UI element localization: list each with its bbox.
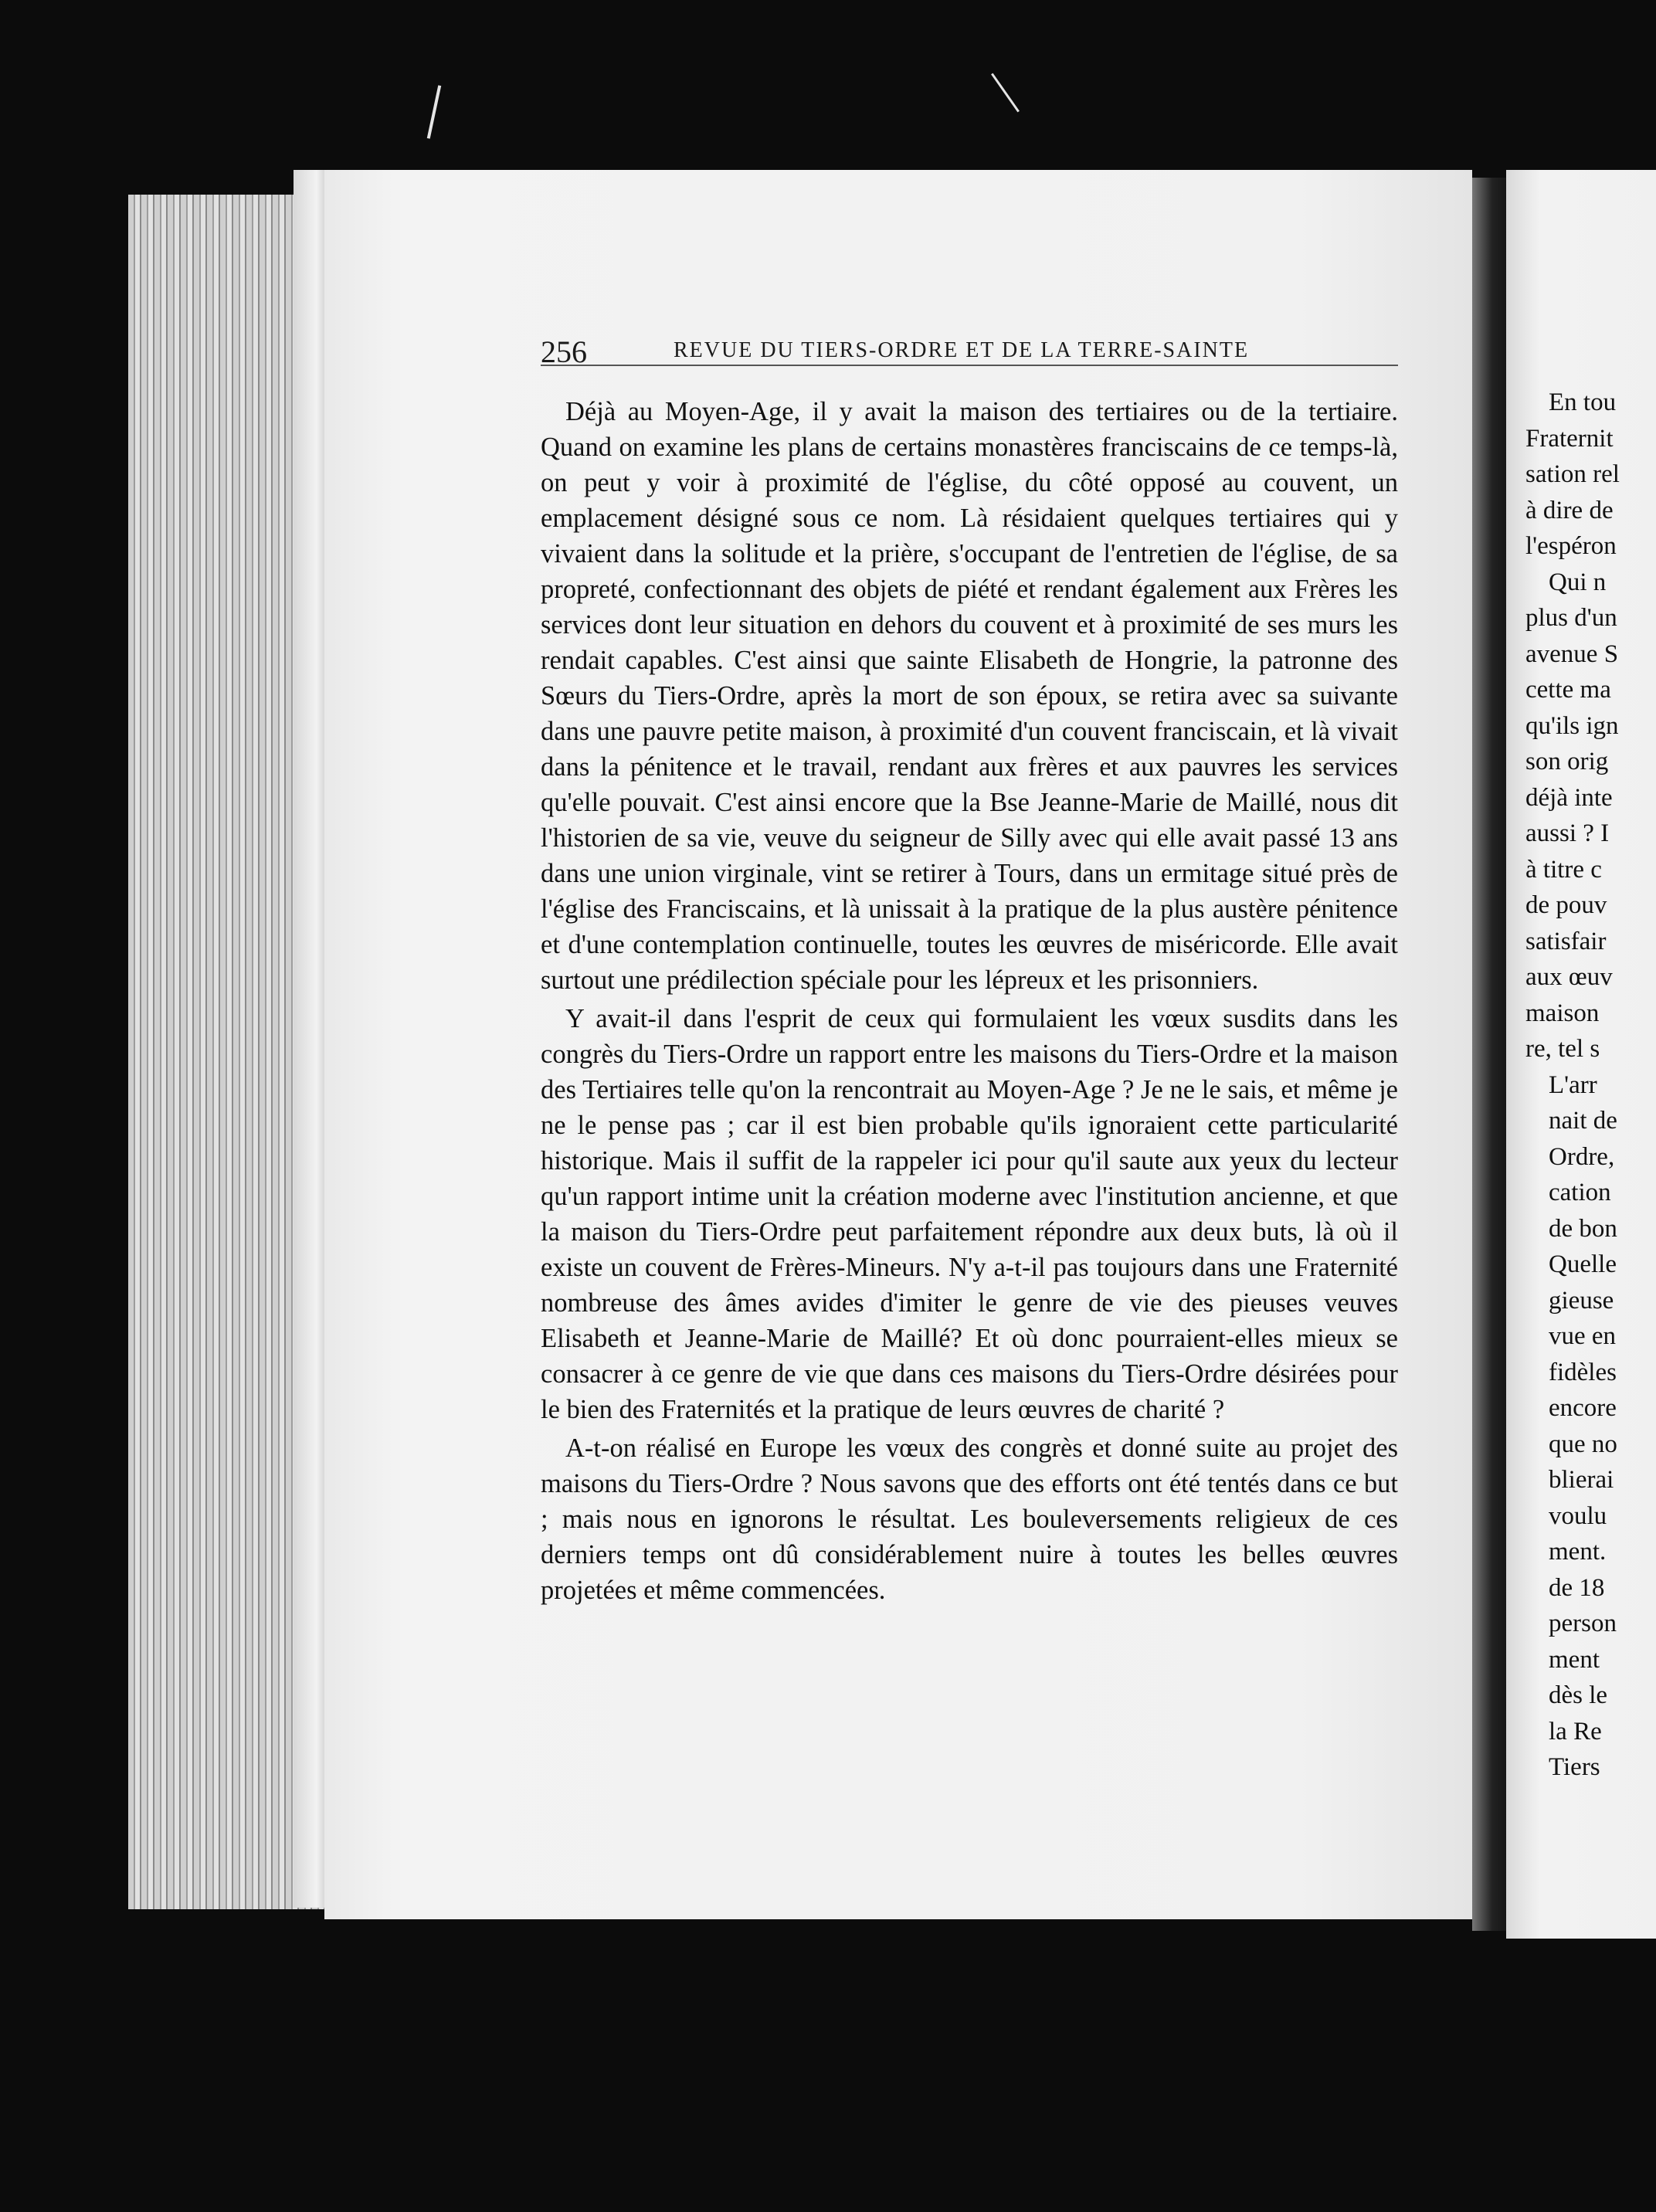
text-fragment: déjà inte	[1525, 783, 1613, 812]
text-fragment: Ordre,	[1549, 1142, 1615, 1171]
text-fragment: vue en	[1549, 1322, 1617, 1350]
text-fragment: fidèles	[1549, 1358, 1617, 1386]
text-fragment: person	[1549, 1610, 1617, 1637]
text-fragment: l'espéron	[1525, 532, 1617, 560]
text-fragment: aussi ? I	[1525, 819, 1610, 847]
text-fragment: que no	[1549, 1430, 1617, 1458]
text-fragment: re, tel s	[1525, 1035, 1600, 1063]
text-fragment: de bon	[1549, 1214, 1617, 1243]
text-fragment: Qui n	[1549, 568, 1607, 596]
running-title: REVUE DU TIERS-ORDRE ET DE LA TERRE-SAINTE	[674, 338, 1250, 362]
right-page-text	[1525, 385, 1656, 1786]
text-fragment: ment	[1549, 1645, 1600, 1674]
text-fragment: avenue S	[1525, 640, 1619, 668]
text-fragment: En tou	[1549, 388, 1617, 416]
text-fragment: à titre c	[1525, 855, 1602, 884]
paragraph: Déjà au Moyen-Age, il y avait la maison des tertiaires ou de la tertiaire. Quand on examine les plans de certains monastères franciscains de ce temps-là, on peut y voir à proximité de l'église, du côté opposé au couvent, un emplacement désigné sous ce nom. Là résidaient quelques tertiaires qui y vivaient dans la solitude et la prière, s'occupant de l'entretien de l'église, de sa propreté, confectionnant des objets de piété et rendant également aux Frères les services dont leur situation en dehors du couvent et à proximité de ses murs les rendait capables. C'est ainsi que sainte Elisabeth de Hongrie, la patronne des Sœurs du Tiers-Ordre, après la mort de son époux, se retira avec sa suivante dans une pauvre petite maison, à proximité d'un couvent franciscain, et là vivait dans la pénitence et le travail, rendant aux frères et aux pauvres les services qu'elle pouvait. C'est ainsi encore que la Bse Jeanne-Marie de Maillé, nous dit l'historien de sa vie, veuve du seigneur de Silly avec qui elle avait passé 13 ans dans une union virginale, vint se retirer à Tours, dans un ermitage situé près de l'église des Franciscains, et là unissait à la pratique de la plus austère pénitence et d'une contemplation continuelle, toutes les œuvres de miséricorde. Elle avait surtout une prédilection spéciale pour les lépreux et les prisonniers.	[541, 397, 1398, 995]
text-fragment: de 18	[1549, 1573, 1605, 1602]
text-fragment: satisfair	[1525, 927, 1607, 955]
text-fragment: plus d'un	[1525, 604, 1617, 632]
text-fragment: blierai	[1549, 1466, 1614, 1494]
text-fragment: son orig	[1525, 748, 1609, 775]
body-text	[541, 394, 1398, 1608]
text-fragment: cation	[1549, 1179, 1611, 1206]
text-fragment: voulu	[1549, 1501, 1607, 1530]
running-head	[541, 334, 1398, 369]
text-fragment: cette ma	[1525, 676, 1611, 704]
text-fragment: encore	[1549, 1394, 1617, 1422]
text-fragment: nait de	[1549, 1107, 1617, 1135]
text-fragment: à dire de	[1525, 496, 1614, 524]
text-fragment: qu'ils ign	[1525, 711, 1619, 740]
text-fragment: Quelle	[1549, 1250, 1617, 1278]
text-fragment: gieuse	[1549, 1286, 1614, 1315]
text-fragment: dès le	[1549, 1681, 1608, 1709]
film-scratch	[427, 85, 441, 138]
film-scratch	[991, 73, 1020, 113]
text-fragment: Fraternit	[1525, 424, 1614, 453]
paragraph: A-t-on réalisé en Europe les vœux des congrès et donné suite au projet des maisons du Tiers-Ordre ? Nous savons que des efforts ont été tentés dans ce but ; mais nous en ignorons le résultat. Les bouleversements religieux de ces derniers temps ont dû considérablement nuire à toutes les belles œuvres projetées et même commencées.	[541, 1433, 1398, 1605]
page-number: 256	[541, 334, 587, 369]
text-fragment: ment.	[1549, 1538, 1607, 1566]
text-fragment: aux œuv	[1525, 963, 1613, 991]
text-fragment: maison	[1525, 999, 1600, 1027]
text-fragment: Tiers	[1549, 1753, 1600, 1781]
paragraph: Y avait-il dans l'esprit de ceux qui formulaient les vœux susdits dans les congrès du Tiers-Ordre un rapport entre les maisons du Tiers-Ordre et la maison des Tertiaires telle qu'on la rencontrait au Moyen-Age ? Je ne le sais, et même je ne le pense pas ; car il est bien probable qu'ils ignoraient cette particularité historique. Mais il suffit de la rappeler ici pour qu'il saute aux yeux du lecteur qu'un rapport intime unit la création moderne avec l'institution ancienne, et que la maison du Tiers-Ordre peut parfaitement répondre aux deux buts, là où il existe un couvent de Frères-Mineurs. N'y a-t-il pas toujours dans une Fraternité nombreuse des âmes avides d'imiter le genre de vie des pieuses veuves Elisabeth et Jeanne-Marie de Maillé? Et où donc pourraient-elles mieux se consacrer à ce genre de vie que dans ces maisons du Tiers-Ordre désirées pour le bien des Fraternités et la pratique de leurs œuvres de charité ?	[541, 1004, 1398, 1424]
text-fragment: sation rel	[1525, 460, 1620, 488]
text-fragment: la Re	[1549, 1717, 1602, 1746]
text-fragment: L'arr	[1549, 1070, 1597, 1099]
text-fragment: de pouv	[1525, 891, 1607, 919]
